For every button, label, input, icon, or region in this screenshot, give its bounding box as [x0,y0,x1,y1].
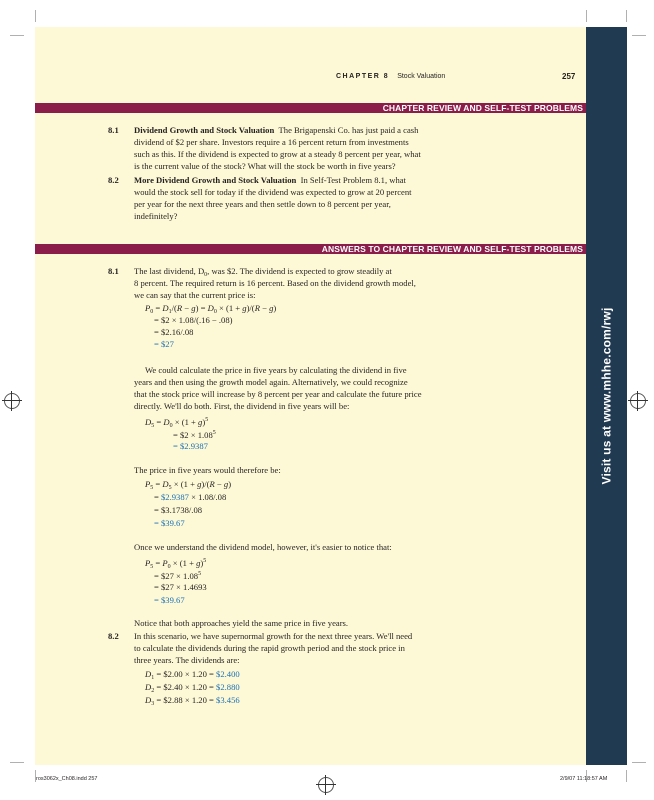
text-line: 8 percent. The required return is 16 percent. Based on the dividend growth model, [134,278,416,288]
text-line: to calculate the dividends during the rapid growth period and the stock price in [134,643,405,653]
text-line: is the current value of the stock? What will the stock be worth in five years? [134,161,396,171]
equation-line: = $2.9387 × 1.08/.08 [154,492,227,502]
text-line: that the stock price will increase by 8 percent per year and calculate the future price [134,389,422,399]
answer-number: 8.1 [108,266,119,276]
text-line: directly. We'll do both. First, the dividend in five years will be: [134,401,350,411]
equation-line: $D_5 = D_0 \times (1 + g)^5$ [145,417,209,429]
text-line: In this scenario, we have supernormal growth for the next three years. We'll need [134,631,413,641]
text-line: three years. The dividends are: [134,655,240,665]
page-number: 257 [562,72,576,81]
registration-mark-right [630,393,646,409]
text-line: years and then using the growth model again. Alternatively, we could recognize [134,377,408,387]
text-line: per year for the next three years and then settle down to 8 percent per year, [134,199,391,209]
equation-line: = $2.16/.08 [154,327,194,337]
problem-number: 8.1 [108,125,119,135]
review-heading: CHAPTER REVIEW AND SELF-TEST PROBLEMS [35,103,586,113]
sidebar-strip [586,27,627,765]
sidebar-url[interactable]: Visit us at www.mhhe.com/rwj [599,307,614,485]
registration-mark-left [4,393,20,409]
equation-result: = $39.67 [154,595,185,605]
equation-line: $P_5 = P_0 \times (1 + g)^5$ [145,558,207,570]
text-line: We could calculate the price in five years by calculating the dividend in five [145,365,407,375]
text-line: The price in five years would therefore be: [134,465,281,475]
equation-line: = $27 × $1.08^5$ [154,571,202,581]
text-line: dividend of $2 per share. Investors require a 16 percent return from investments [134,137,409,147]
answer-number: 8.2 [108,631,119,641]
dividend-line: $D_1$ = $2.00 × 1.20 = $2.400 [145,669,240,681]
equation-line: = $3.1738/.08 [154,505,203,515]
problem-first-line: More Dividend Growth and Stock Valuation In Self-Test Problem 8.1, what [134,175,406,185]
text-line: Notice that both approaches yield the same price in five years. [134,618,349,628]
problem-first-line: Dividend Growth and Stock Valuation The Brigapenski Co. has just paid a cash [134,125,419,135]
footer-file: ros3062x_Ch08.indd 257 [36,776,98,782]
section-title: Stock Valuation [397,73,446,80]
running-head [336,73,445,80]
equation-line: $P_5 = D_5 \times (1 + g)/(R - g)$ [145,479,232,491]
equation-result: = $2.9387 [173,441,208,451]
text-line: Once we understand the dividend model, however, it's easier to notice that: [134,542,392,552]
answers-heading: ANSWERS TO CHAPTER REVIEW AND SELF-TEST PROBLEMS [35,244,586,254]
equation-line: = $2 × 1.08/(.16 − .08) [154,315,233,325]
equation-line: $P_0 = D_1/(R - g) = D_0 \times (1 + g)/(R - g)$ [145,303,277,315]
registration-mark-bottom [318,777,334,793]
text-line: indefinitely? [134,211,178,221]
equation-line: = $27 × 1.4693 [154,582,207,592]
problem-number: 8.2 [108,175,119,185]
dividend-line: $D_3$ = $2.88 × 1.20 = $3.456 [145,695,240,707]
equation-line: = $2 × $1.08^5$ [173,430,216,440]
text-line: we can say that the current price is: [134,290,256,300]
chapter-label: CHAPTER 8 [336,73,390,80]
text-line: such as this. If the dividend is expected to grow at a steady 8 percent per year, what [134,149,421,159]
answer-intro-line: The last dividend, $D_0$, was $2. The dividend is expected to grow steadily at [134,266,392,278]
dividend-line: $D_2$ = $2.40 × 1.20 = $2.880 [145,682,240,694]
footer-date: 2/9/07 11:18:57 AM [560,776,608,782]
text-line: would the stock sell for today if the dividend was expected to grow at 20 percent [134,187,412,197]
equation-result: = $27 [154,339,174,349]
equation-result: = $39.67 [154,518,185,528]
